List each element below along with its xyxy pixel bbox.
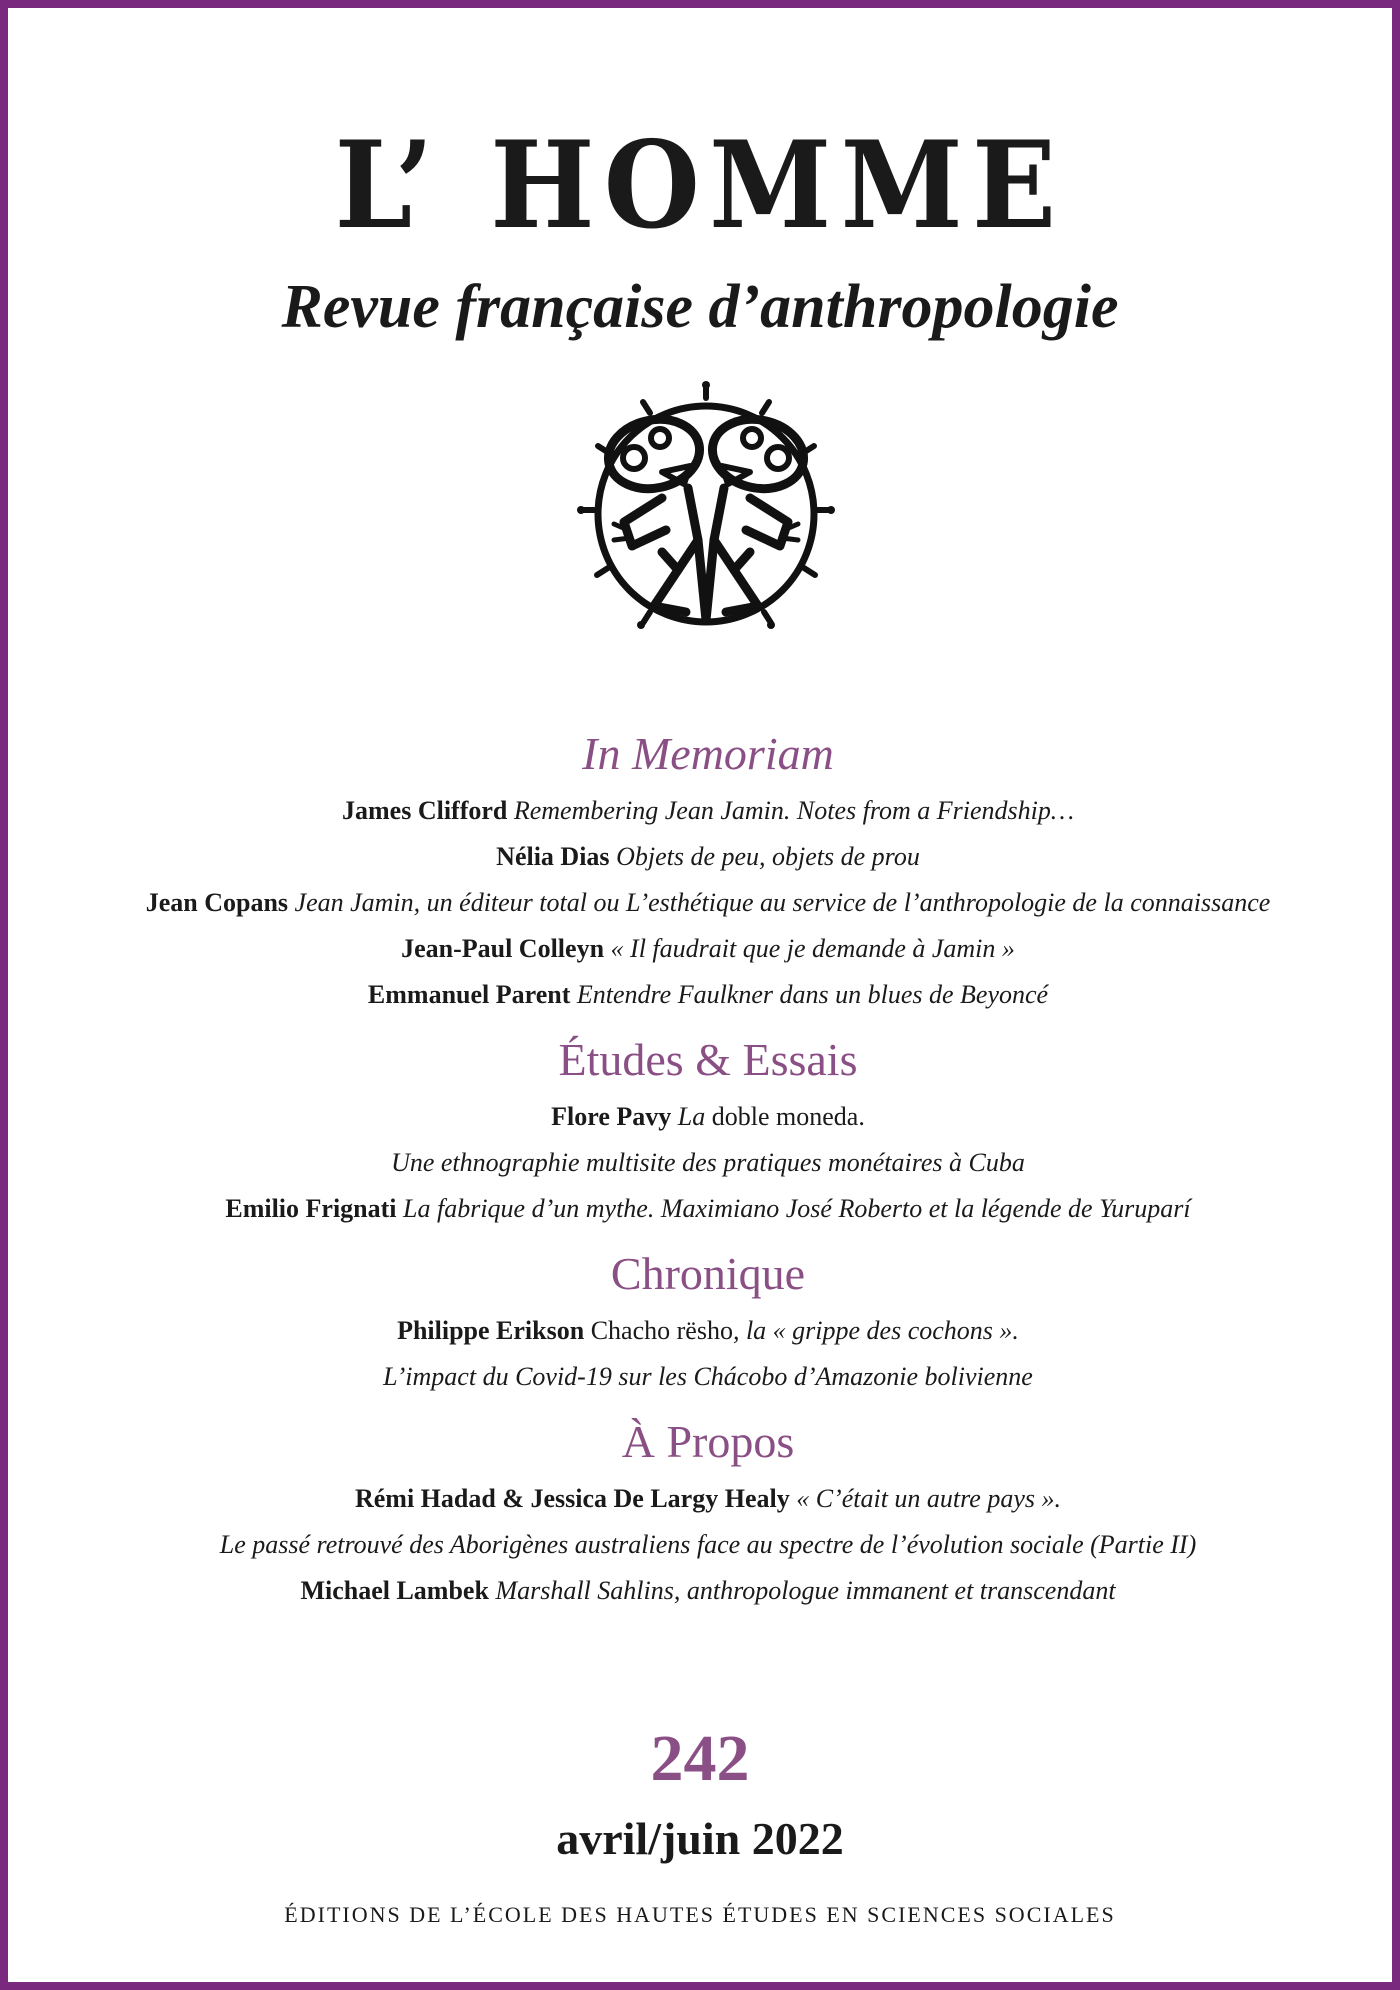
article-title-part: Chacho rësho xyxy=(590,1316,733,1345)
article-author: Jean Copans xyxy=(145,888,289,917)
article-entry xyxy=(48,834,1368,880)
section-in-memoriam xyxy=(48,726,1368,1018)
twin-figures-emblem-icon xyxy=(566,380,846,648)
article-entry xyxy=(48,972,1368,1018)
article-author: Rémi Hadad & Jessica De Largy Healy xyxy=(354,1484,790,1513)
article-title: Objets de peu, objets de prou xyxy=(616,842,920,871)
article-title: Jean Jamin, un éditeur total ou L’esthétique au service de l’anthropologie de la connaissance xyxy=(294,888,1271,917)
article-subtitle: Une ethnographie multisite des pratiques monétaires à Cuba xyxy=(391,1148,1025,1177)
section-a-propos xyxy=(48,1414,1368,1614)
article-title: « C’était un autre pays ». xyxy=(796,1484,1062,1513)
article-subtitle: L’impact du Covid-19 sur les Chácobo d’Amazonie bolivienne xyxy=(383,1362,1033,1391)
article-title: Marshall Sahlins, anthropologue immanent et transcendant xyxy=(495,1576,1116,1605)
article-author: Michael Lambek xyxy=(300,1576,489,1605)
article-entry xyxy=(48,788,1368,834)
article-author: James Clifford xyxy=(342,796,508,825)
section-heading: À Propos xyxy=(621,1416,795,1467)
section-heading: Chronique xyxy=(610,1248,806,1299)
article-title: Remembering Jean Jamin. Notes from a Friendship… xyxy=(513,796,1074,825)
article-title: La fabrique d’un mythe. Maximiano José Roberto et la légende de Yuruparí xyxy=(403,1194,1191,1223)
article-entry xyxy=(48,926,1368,972)
article-entry xyxy=(48,1308,1368,1354)
article-subtitle: Le passé retrouvé des Aborigènes australiens face au spectre de l’évolution sociale (Partie II) xyxy=(219,1530,1197,1559)
issue-number: 242 xyxy=(650,1722,750,1795)
section-chronique xyxy=(48,1246,1368,1400)
article-entry xyxy=(48,1094,1368,1140)
article-entry xyxy=(48,1186,1368,1232)
article-title: « Il faudrait que je demande à Jamin » xyxy=(610,934,1015,963)
issue-date: avril/juin 2022 xyxy=(556,1813,844,1864)
article-title: Entendre Faulkner dans un blues de Beyoncé xyxy=(576,980,1049,1009)
section-heading: Études & Essais xyxy=(558,1034,858,1085)
article-title-part: La xyxy=(677,1102,706,1131)
journal-subtitle: Revue française d’anthropologie xyxy=(281,273,1119,341)
article-entry xyxy=(48,1568,1368,1614)
article-author: Emmanuel Parent xyxy=(367,980,571,1009)
article-author: Flore Pavy xyxy=(551,1102,672,1131)
article-entry xyxy=(48,880,1368,926)
publisher-name: ÉDITIONS DE L’ÉCOLE DES HAUTES ÉTUDES EN SCIENCES SOCIALES xyxy=(284,1902,1116,1927)
section-etudes-essais xyxy=(48,1032,1368,1232)
article-author: Nélia Dias xyxy=(496,842,610,871)
article-author: Emilio Frignati xyxy=(225,1194,397,1223)
journal-title: L’ HOMME xyxy=(334,115,1066,256)
article-entry xyxy=(48,1476,1368,1522)
article-author: Jean-Paul Colleyn xyxy=(401,934,605,963)
article-author: Philippe Erikson xyxy=(397,1316,585,1345)
table-of-contents xyxy=(48,726,1368,1628)
article-title-part: , la « grippe des cochons ». xyxy=(732,1316,1019,1345)
article-title-part: doble moneda. xyxy=(711,1102,865,1131)
section-heading: In Memoriam xyxy=(582,728,834,779)
